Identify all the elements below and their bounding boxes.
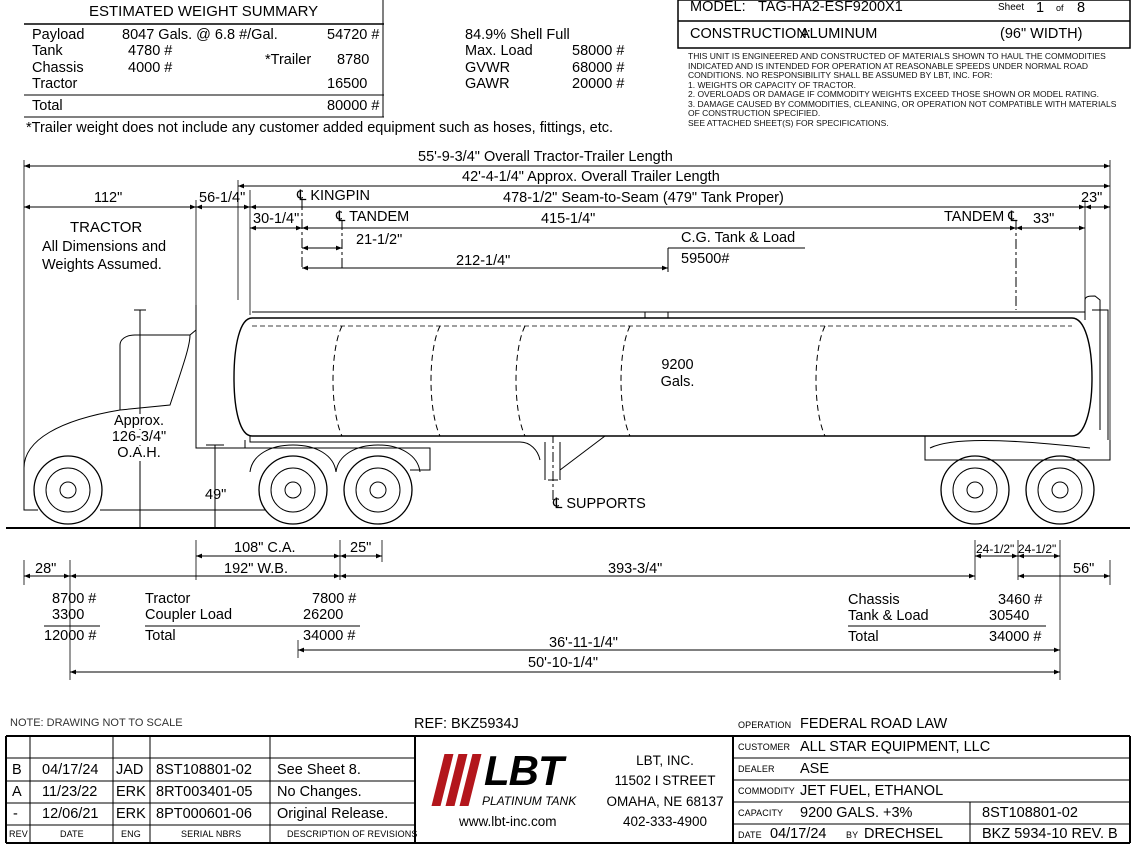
kingpin-label: ℄ KINGPIN [297, 188, 370, 204]
not-to-scale-note: NOTE: DRAWING NOT TO SCALE [10, 717, 183, 729]
disclaimer-line: INDICATED AND IS INTENDED FOR OPERATION AT REASONABLE SPEEDS UNDER NORMAL ROAD [688, 60, 1089, 71]
dim-192-wb: 192" W.B. [224, 561, 288, 577]
rev-header-eng: ENG [121, 829, 141, 839]
dim-108-ca: 108" C.A. [234, 540, 296, 556]
drive-tractor-value: 7800 # [312, 591, 357, 607]
capacity-label: CAPACITY [738, 808, 784, 818]
disclaimer-line: OF CONSTRUCTION SPECIFIED. [688, 108, 821, 119]
tractor-value: 16500 [327, 76, 368, 92]
customer-label: CUSTOMER [738, 742, 791, 752]
customer-value: ALL STAR EQUIPMENT, LLC [800, 739, 991, 755]
company-phone: 402-333-4900 [622, 814, 708, 829]
tank-value: 4780 # [128, 43, 173, 59]
chassis-label: Chassis [32, 60, 84, 76]
rev-header-serial: SERIAL NBRS [181, 829, 242, 839]
rev-code: A [12, 784, 22, 800]
website-link[interactable]: www.lbt-inc.com [459, 814, 557, 829]
logo-text: LBT [484, 747, 563, 794]
tandem-left-label: ℄ TANDEM [336, 209, 410, 225]
coupler-load-label: Coupler Load [145, 607, 233, 623]
sheet-of-label: of [1056, 3, 1064, 13]
construction-value: ALUMINUM [800, 26, 878, 42]
disclaimer-line: 2. OVERLOADS OR DAMAGE IF COMMODITY WEIGHTS EXCEED THOSE SHOWN OR MODEL RATING. [688, 89, 1100, 100]
serial-right: 8ST108801-02 [982, 805, 1078, 821]
rear-chassis-value: 3460 # [998, 592, 1043, 608]
front-axle-weight-1: 8700 # [52, 591, 97, 607]
company-street: 11502 I STREET [614, 773, 716, 788]
cg-label: C.G. Tank & Load [681, 230, 796, 246]
sheet-label: Sheet [998, 2, 1025, 13]
rev-date: 11/23/22 [42, 784, 98, 800]
dim-21-1-2: 21-1/2" [356, 232, 403, 248]
rev-serial: 8RT003401-05 [156, 784, 253, 800]
rev-eng: JAD [116, 762, 144, 778]
rev-code: B [12, 762, 22, 778]
dealer-label: DEALER [738, 764, 775, 774]
rev-serial: 8PT000601-06 [156, 806, 252, 822]
sheet-number: 1 [1036, 0, 1045, 16]
cg-weight: 59500# [681, 251, 730, 267]
dim-212-1-4: 212-1/4" [456, 253, 511, 269]
rev-eng: ERK [116, 806, 146, 822]
commodity-value: JET FUEL, ETHANOL [800, 783, 944, 799]
max-load-label: Max. Load [465, 43, 533, 59]
chassis-value: 4000 # [128, 60, 173, 76]
payload-label: Payload [32, 27, 85, 43]
rev-header-rev: REV [9, 829, 28, 839]
dim-25: 25" [350, 540, 372, 556]
disclaimer-line: CONDITIONS. NO RESPONSIBILITY SHALL BE ASSUMED BY LBT, INC. FOR: [688, 70, 993, 81]
rear-chassis-label: Chassis [848, 592, 900, 608]
front-axle-weight-2: 3300 [52, 607, 85, 623]
max-load-value: 58000 # [572, 43, 625, 59]
disclaimer-line: SEE ATTACHED SHEET(S) FOR SPECIFICATIONS. [688, 117, 889, 128]
payload-value: 54720 # [327, 27, 380, 43]
oah-line-2: 126-3/4" [104, 430, 174, 445]
commodity-label: COMMODITY [738, 786, 795, 796]
rear-tankload-value: 30540 [989, 608, 1030, 624]
assumed-line-2: Weights Assumed. [42, 257, 162, 273]
dim-24-1-2-a: 24-1/2" [976, 542, 1015, 556]
drawing-number: BKZ 5934-10 REV. B [982, 826, 1118, 842]
dim-112: 112" [94, 190, 123, 206]
tank-capacity: 9200 [661, 357, 694, 373]
gvwr-label: GVWR [465, 60, 511, 76]
reference: REF: BKZ5934J [414, 716, 519, 732]
operation-label: OPERATION [738, 720, 792, 730]
rev-code: - [13, 806, 18, 822]
rear-total-label: Total [848, 629, 879, 645]
payload-desc: 8047 Gals. @ 6.8 #/Gal. [122, 27, 278, 43]
supports-label: ℄ SUPPORTS [553, 496, 646, 512]
assumed-line-1: All Dimensions and [42, 239, 167, 255]
operation-value: FEDERAL ROAD LAW [800, 716, 948, 732]
dim-overall-trailer: 42'-4-1/4" Approx. Overall Trailer Length [462, 169, 720, 185]
dim-36-11-1-4: 36'-11-1/4" [549, 635, 618, 651]
dim-56-1-4: 56-1/4" [199, 190, 246, 206]
dealer-value: ASE [800, 761, 830, 777]
oah-line-3: O.A.H. [104, 446, 174, 461]
dim-56: 56" [1073, 561, 1095, 577]
disclaimer-text [688, 52, 1116, 128]
gawr-value: 20000 # [572, 76, 625, 92]
dim-33: 33" [1033, 211, 1055, 227]
rear-tankload-label: Tank & Load [848, 608, 929, 624]
dim-415-1-4: 415-1/4" [541, 211, 596, 227]
company-name: LBT, INC. [636, 753, 694, 768]
drive-total-label: Total [145, 628, 176, 644]
dim-49: 49" [205, 487, 227, 503]
disclaimer-line: 3. DAMAGE CAUSED BY COMMODITIES, CLEANING, OR OPERATION NOT COMPATIBLE WITH MATERIALS [688, 98, 1117, 109]
rev-desc: No Changes. [277, 784, 362, 800]
rear-total-value: 34000 # [989, 629, 1042, 645]
dim-seam-to-seam: 478-1/2" Seam-to-Seam (479" Tank Proper) [503, 190, 784, 206]
trailer-value: 8780 [337, 52, 370, 68]
total-value: 80000 # [327, 98, 380, 114]
rev-date: 12/06/21 [42, 806, 99, 822]
logo-subtitle: PLATINUM TANK [482, 794, 577, 808]
rev-desc: Original Release. [277, 806, 389, 822]
drive-total-value: 34000 # [303, 628, 356, 644]
construction-label: CONSTRUCTION: [690, 26, 811, 42]
tractor-label: Tractor [32, 76, 78, 92]
total-label: Total [32, 98, 63, 114]
tank-capacity-unit: Gals. [660, 374, 695, 390]
dim-50-10-1-4: 50'-10-1/4" [528, 655, 598, 671]
rev-header-date: DATE [60, 829, 84, 839]
sheet-total: 8 [1077, 0, 1086, 16]
by-value: DRECHSEL [864, 826, 943, 842]
trailer-footnote: *Trailer weight does not include any customer added equipment such as hoses, fittings, etc. [26, 120, 614, 136]
date-label: DATE [738, 830, 762, 840]
dim-23: 23" [1081, 190, 1103, 206]
coupler-load-value: 26200 [303, 607, 344, 623]
dim-overall-tractor-trailer: 55'-9-3/4" Overall Tractor-Trailer Length [418, 149, 673, 165]
disclaimer-line: 1. WEIGHTS OR CAPACITY OF TRACTOR. [688, 79, 856, 90]
dim-28: 28" [35, 561, 57, 577]
company-city: OMAHA, NE 68137 [606, 794, 724, 809]
drive-tractor-label: Tractor [145, 591, 191, 607]
tandem-right-label: TANDEM ℄ [944, 209, 1018, 225]
model-label: MODEL: [690, 0, 746, 15]
gawr-label: GAWR [465, 76, 510, 92]
rev-eng: ERK [116, 784, 146, 800]
tank-label: Tank [32, 43, 63, 59]
capacity-value: 9200 GALS. +3% [800, 805, 913, 821]
dim-30-1-4: 30-1/4" [253, 211, 300, 227]
dim-393-3-4: 393-3/4" [608, 561, 663, 577]
shell-full: 84.9% Shell Full [465, 27, 570, 43]
logo-stripes-icon [432, 754, 482, 806]
weight-summary-title: ESTIMATED WEIGHT SUMMARY [89, 3, 319, 20]
rev-serial: 8ST108801-02 [156, 762, 252, 778]
gvwr-value: 68000 # [572, 60, 625, 76]
front-axle-total: 12000 # [44, 628, 97, 644]
dim-24-1-2-b: 24-1/2" [1018, 542, 1057, 556]
rev-header-desc: DESCRIPTION OF REVISIONS [287, 829, 418, 839]
oah-line-1: Approx. [104, 414, 174, 429]
lbt-logo [432, 747, 597, 810]
by-label: BY [846, 830, 859, 840]
trailer-label: *Trailer [265, 52, 312, 68]
tractor-heading: TRACTOR [70, 219, 143, 236]
rev-desc: See Sheet 8. [277, 762, 361, 778]
rev-date: 04/17/24 [42, 762, 99, 778]
disclaimer-line: THIS UNIT IS ENGINEERED AND CONSTRUCTED OF MATERIALS SHOWN TO HAUL THE COMMODITIES [688, 51, 1106, 61]
date-value: 04/17/24 [770, 826, 827, 842]
model-value: TAG-HA2-ESF9200X1 [758, 0, 903, 15]
width-value: (96" WIDTH) [1000, 26, 1083, 42]
